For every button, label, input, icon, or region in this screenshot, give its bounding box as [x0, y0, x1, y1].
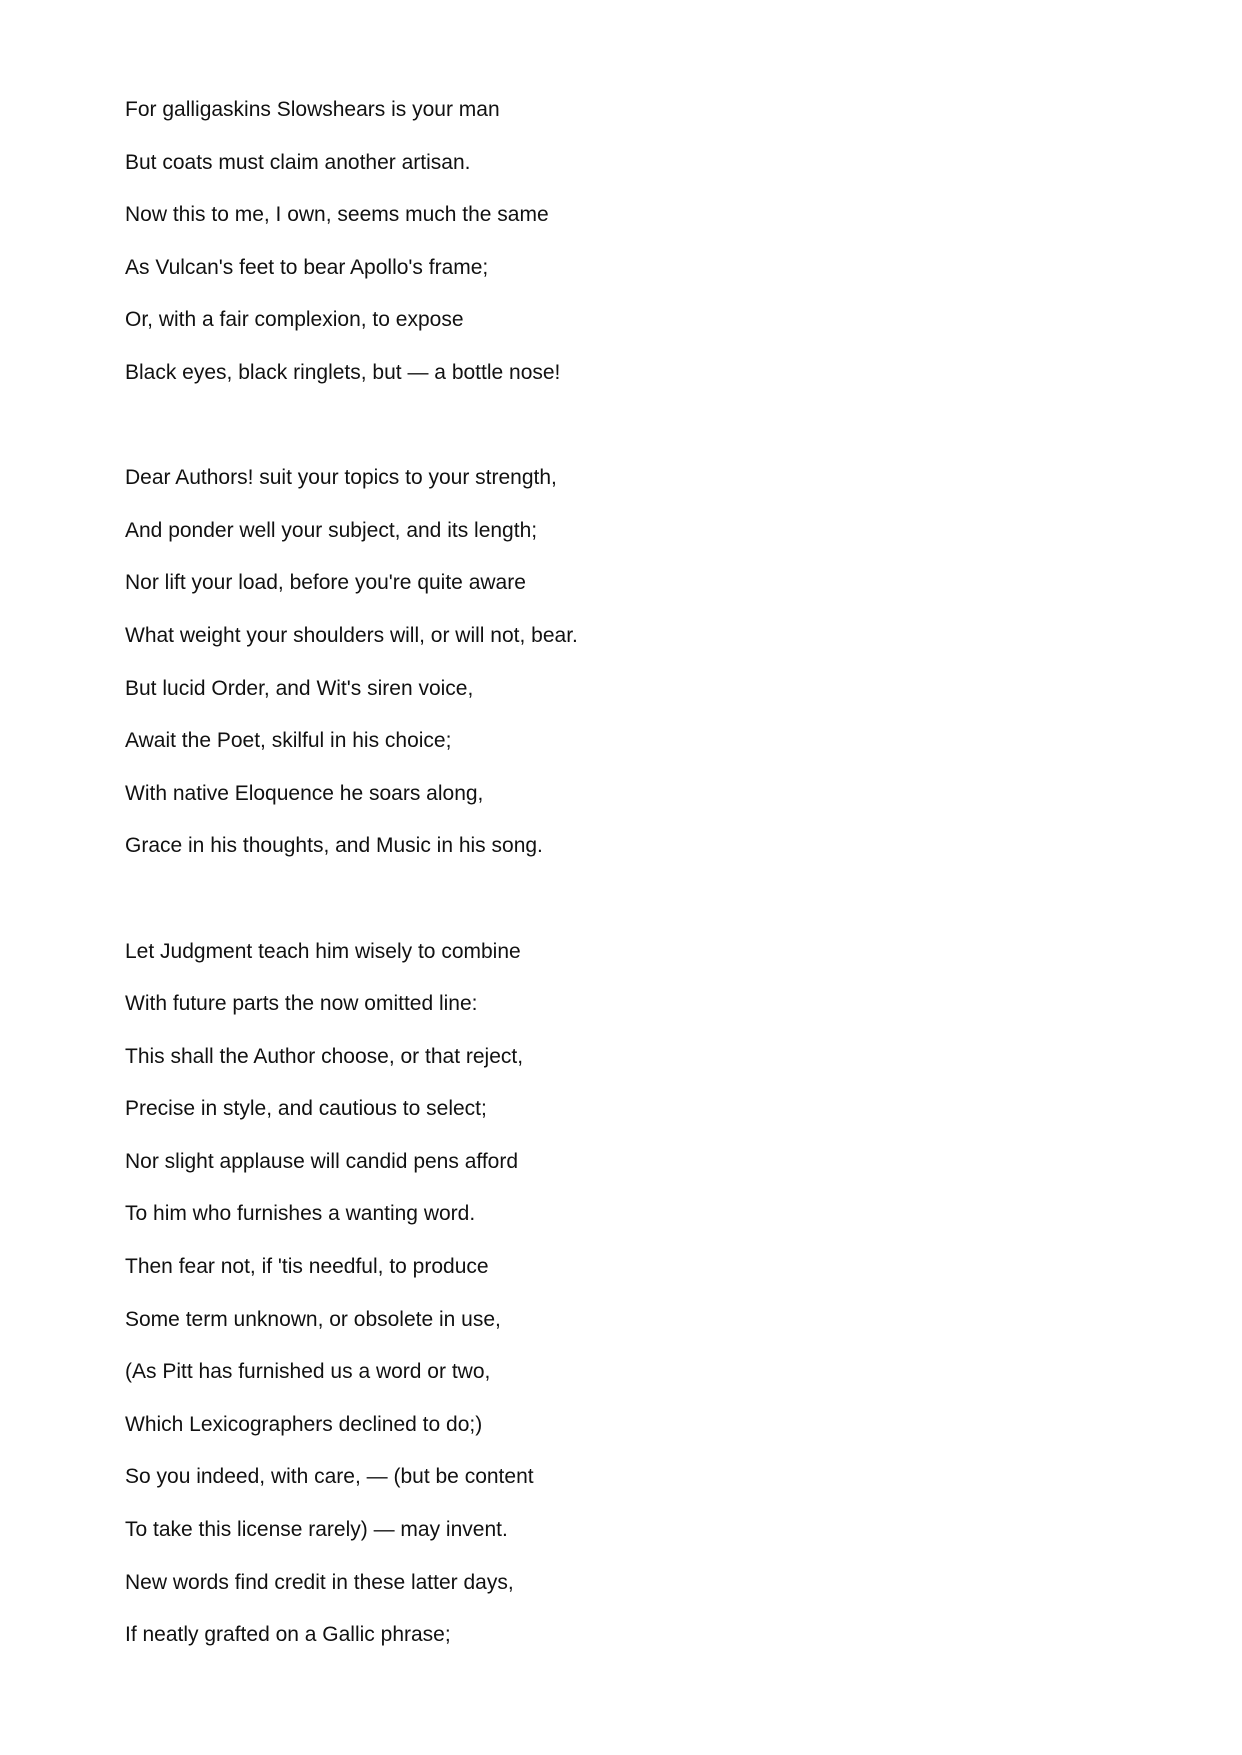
- poem-line: Now this to me, I own, seems much the same: [125, 203, 549, 227]
- poem-line: What weight your shoulders will, or will not, bear.: [125, 623, 578, 647]
- poem-line: To take this license rarely) — may invent.: [125, 1518, 508, 1542]
- poem-line: Await the Poet, skilful in his choice;: [125, 729, 452, 753]
- stanza-1: [125, 84, 1125, 400]
- poem-line: Which Lexicographers declined to do;): [125, 1412, 483, 1436]
- poem-line: And ponder well your subject, and its length;: [125, 518, 538, 542]
- poem-line: To him who furnishes a wanting word.: [125, 1202, 476, 1226]
- poem-line: Dear Authors! suit your topics to your strength,: [125, 466, 557, 490]
- poem-line: For galligaskins Slowshears is your man: [125, 98, 500, 121]
- poem-body: [125, 84, 1125, 1662]
- poem-line: If neatly grafted on a Gallic phrase;: [125, 1623, 451, 1647]
- poem-line: (As Pitt has furnished us a word or two,: [125, 1360, 491, 1384]
- poem-line: Nor lift your load, before you're quite aware: [125, 571, 526, 595]
- poem-line: Black eyes, black ringlets, but — a bottle nose!: [125, 360, 561, 384]
- poem-line: Let Judgment teach him wisely to combine: [125, 939, 521, 963]
- poem-line: As Vulcan's feet to bear Apollo's frame;: [125, 255, 489, 279]
- poem-line: Nor slight applause will candid pens afford: [125, 1149, 519, 1173]
- stanza-3: [125, 926, 1125, 1662]
- poem-line: Precise in style, and cautious to select;: [125, 1097, 487, 1121]
- poem-line: So you indeed, with care, — (but be content: [125, 1465, 534, 1489]
- poem-line: But lucid Order, and Wit's siren voice,: [125, 676, 474, 700]
- poem-line: Or, with a fair complexion, to expose: [125, 308, 464, 332]
- poem-line: This shall the Author choose, or that reject,: [125, 1044, 524, 1068]
- stanza-2: [125, 452, 1125, 873]
- poem-line: Some term unknown, or obsolete in use,: [125, 1307, 501, 1331]
- poem-line: Grace in his thoughts, and Music in his song.: [125, 834, 543, 858]
- poem-line: With native Eloquence he soars along,: [125, 781, 484, 805]
- poem-line: But coats must claim another artisan.: [125, 150, 471, 174]
- poem-line: New words find credit in these latter days,: [125, 1570, 514, 1594]
- poem-line: Then fear not, if 'tis needful, to produce: [125, 1255, 489, 1279]
- poem-line: With future parts the now omitted line:: [125, 992, 478, 1016]
